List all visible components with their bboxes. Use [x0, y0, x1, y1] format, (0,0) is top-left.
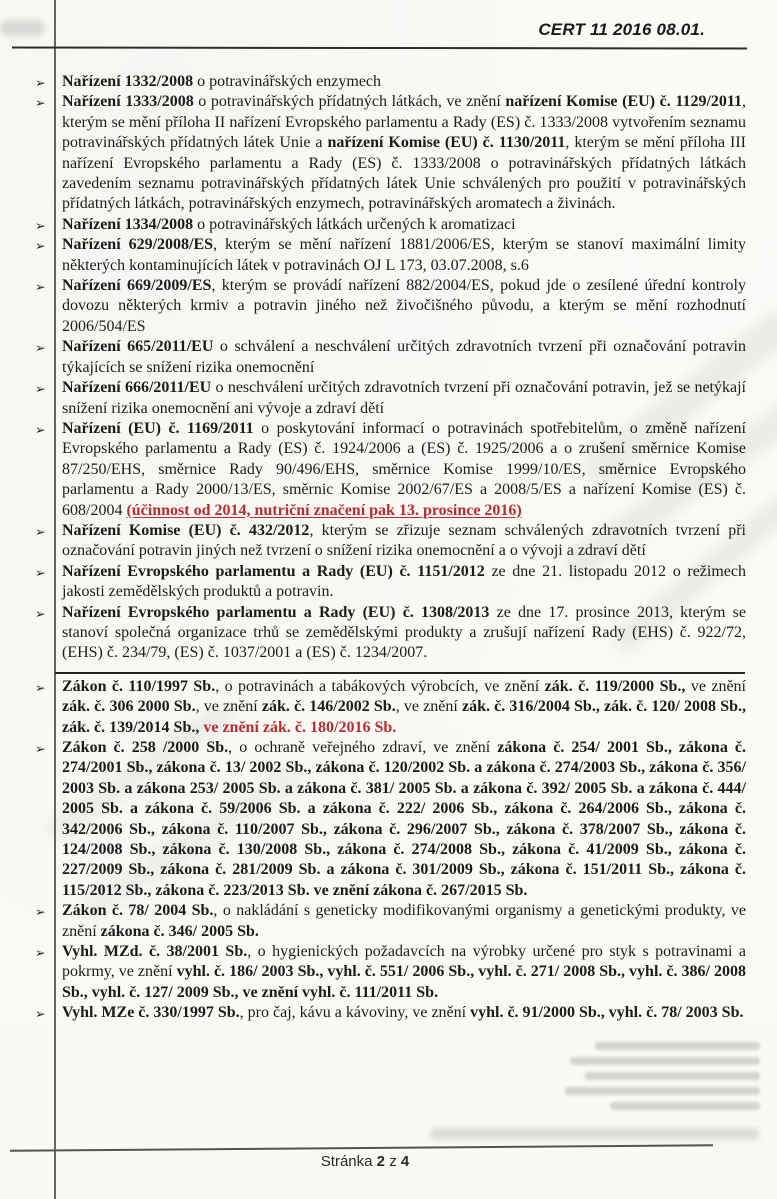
arrow-bullet-icon: ➢: [35, 679, 46, 695]
entry-text: Nařízení 629/2008/ES, kterým se mění nařízení 1881/2006/ES, kterým se stanoví maximální limity některých kontaminujících látek v potravinách OJ L 173, 03.07.2008, s.6: [62, 236, 747, 274]
scan-smudge: [0, 20, 44, 36]
bleed-through-text: [555, 1035, 760, 1117]
entry-text: Nařízení 669/2009/ES, kterým se provádí nařízení 882/2004/ES, pokud jde o zesílené úřední kontroly dovozu některých krmiv a potravin jiného než živočišného původu, a kterým se mění rozhodnutí 2006/504/ES: [62, 277, 746, 335]
list-item: [33, 738, 746, 901]
list-item: [33, 1003, 746, 1023]
list-item: [33, 942, 746, 1003]
list-item: [33, 419, 746, 521]
arrow-bullet-icon: ➢: [35, 605, 46, 621]
footer-page-total: 4: [400, 1153, 410, 1170]
footer-page-number: 2: [376, 1153, 386, 1170]
scan-smudge: [430, 1128, 760, 1140]
arrow-bullet-icon: ➢: [35, 340, 46, 356]
list-item: [33, 276, 746, 337]
entry-text: Zákon č. 78/ 2004 Sb., o nakládání s geneticky modifikovanými organismy a genetickými produkty, ve znění zákona č. 346/ 2005 Sb.: [62, 902, 746, 940]
arrow-bullet-icon: ➢: [35, 1006, 46, 1022]
arrow-bullet-icon: ➢: [35, 904, 46, 920]
list-item: [33, 603, 746, 664]
arrow-bullet-icon: ➢: [35, 945, 46, 961]
header-rule: [12, 46, 747, 49]
page-header: CERT 11 2016 08.01.: [538, 20, 705, 39]
entry-text: Vyhl. MZe č. 330/1997 Sb., pro čaj, kávu a kávoviny, ve znění vyhl. č. 91/2000 Sb., vyhl. č. 78/ 2003 Sb.: [62, 1004, 744, 1022]
arrow-bullet-icon: ➢: [35, 381, 46, 397]
list-item: [33, 901, 746, 942]
footer-rule: [10, 1144, 713, 1151]
arrow-bullet-icon: ➢: [35, 421, 46, 437]
entry-text: Zákon č. 258 /2000 Sb., o ochraně veřejného zdraví, ve znění zákona č. 254/ 2001 Sb., zákona č. 274/2001 Sb., zákona č. 13/ 2002 Sb., zákona č. 120/2002 Sb. a zákona č. 274/2003 Sb., zákona č. 356/ 2003 Sb. a zákona 253/ 2005 Sb. a zákona č. 381/ 2005 Sb. a zákona č. 392/ 2005 Sb. a zákona č. 444/ 2005 Sb. a zákona č. 59/2006 Sb. a zákona č. 222/ 2006 Sb., zákona č. 264/2006 Sb., zákona č. 342/2006 Sb., zákona č. 110/2007 Sb., zákona č. 296/2007 Sb., zákona č. 378/2007 Sb., zákona č. 124/2008 Sb., zákona č. 130/2008 Sb., zákona č. 274/2008 Sb., zákona č. 41/2009 Sb., zákona č. 227/2009 Sb., zákona č. 281/2009 Sb. a zákona č. 301/2009 Sb., zákona č. 151/2011 Sb., zákona č. 115/2012 Sb., zákona č. 223/2013 Sb. ve znění zákona č. 267/2015 Sb.: [62, 739, 747, 899]
list-item: [33, 677, 746, 738]
laws-list: [33, 677, 746, 1024]
footer-of: z: [389, 1153, 397, 1170]
arrow-bullet-icon: ➢: [35, 523, 46, 539]
entry-text: Vyhl. MZd. č. 38/2001 Sb., o hygienických požadavcích na výrobky určené pro styk s potravinami a pokrmy, ve znění vyhl. č. 186/ 2003 Sb., vyhl. č. 551/ 2006 Sb., vyhl. č. 271/ 2008 Sb., vyhl. č. 386/ 2008 Sb., vyhl. č. 127/ 2009 Sb., ve znění vyhl. č. 111/2011 Sb.: [62, 943, 747, 1001]
entry-text: Nařízení 1332/2008 o potravinářských enzymech: [62, 73, 382, 90]
list-item: [33, 235, 746, 276]
arrow-bullet-icon: ➢: [35, 741, 46, 756]
list-item: [33, 72, 746, 92]
list-item: [33, 521, 746, 562]
entry-text: Nařízení 1333/2008 o potravinářských přídatných látkách, ve znění nařízení Komise (EU) č. 1129/2011, kterým se mění příloha II nařízení Evropského parlamentu a Rady (ES) č. 1333/2008 vytvořením seznamu potravinářských přídatných látek Unie a nařízení Komise (EU) č. 1130/2011, kterým se mění příloha III nařízení Evropského parlamentu a Rady (ES) č. 1333/2008 o potravinářských přídatných látkách zavedením seznamu potravinářských přídatných látek Unie schválených pro použití v potravinářských přídatných látkách, potravinářských enzymech, potravinářských aromatech a živinách.: [62, 93, 747, 213]
entry-text: Nařízení 665/2011/EU o schválení a neschválení určitých zdravotních tvrzení při označování potravin týkajících se snížení rizika onemocnění: [62, 338, 746, 376]
entry-text: Nařízení 666/2011/EU o neschválení určitých zdravotních tvrzení při označování potravin, jež se netýkají snížení rizika onemocnění ani vývoje a zdraví dětí: [62, 379, 746, 417]
entry-text: Nařízení (EU) č. 1169/2011 o poskytování informací o potravinách spotřebitelům, o změně nařízení Evropského parlamentu a Rady (ES) č. 1924/2006 a (ES) č. 1925/2006 a o zrušení směrnice Komise 87/250/EHS, směrnice Rady 90/496/EHS, směrnice Komise 1999/10/ES, směrnice Evropského parlamentu a Rady 2000/13/ES, směrnic Komise 2002/67/ES a 2008/5/ES a nařízení Komise (ES) č. 608/2004 (účinnost od 2014, nutriční značení pak 13. prosince 2016): [62, 419, 746, 519]
arrow-bullet-icon: ➢: [35, 75, 46, 90]
arrow-bullet-icon: ➢: [35, 564, 46, 580]
arrow-bullet-icon: ➢: [35, 279, 46, 295]
document-body: [33, 72, 746, 1024]
list-item: [33, 378, 746, 419]
arrow-bullet-icon: ➢: [35, 217, 46, 233]
entry-text: Nařízení Komise (EU) č. 432/2012, kterým se zřizuje seznam schválených zdravotních tvrzení při označování potravin jiných než tvrzení o snížení rizika onemocnění a o vývoji a zdraví dětí: [62, 521, 746, 560]
section-divider: [55, 672, 745, 674]
list-item: [33, 337, 746, 378]
footer-label: Stránka: [320, 1153, 373, 1170]
entry-text: Nařízení 1334/2008 o potravinářských látkách určených k aromatizaci: [62, 215, 516, 233]
page-footer: [0, 1153, 730, 1170]
regulations-list: [33, 72, 746, 664]
arrow-bullet-icon: ➢: [35, 238, 46, 254]
entry-text: Nařízení Evropského parlamentu a Rady (EU) č. 1308/2013 ze dne 17. prosince 2013, kterým se stanoví společná organizace trhů se zemědělskými produkty a zrušují nařízení Rady (EHS) č. 922/72, (EHS) č. 234/79, (ES) č. 1037/2001 a (ES) č. 1234/2007.: [62, 603, 746, 662]
entry-text: Zákon č. 110/1997 Sb., o potravinách a tabákových výrobcích, ve znění zák. č. 119/2000 Sb., ve znění zák. č. 306 2000 Sb., ve znění zák. č. 146/2002 Sb., ve znění zák. č. 316/2004 Sb., zák. č. 120/ 2008 Sb., zák. č. 139/2014 Sb., ve znění zák. č. 180/2016 Sb.: [62, 677, 747, 736]
list-item: [33, 215, 746, 235]
entry-text: Nařízení Evropského parlamentu a Rady (EU) č. 1151/2012 ze dne 21. listopadu 2012 o režimech jakosti zemědělských produktů a potravin.: [62, 562, 747, 601]
list-item: [33, 92, 746, 214]
arrow-bullet-icon: ➢: [35, 95, 46, 111]
list-item: [33, 562, 746, 603]
